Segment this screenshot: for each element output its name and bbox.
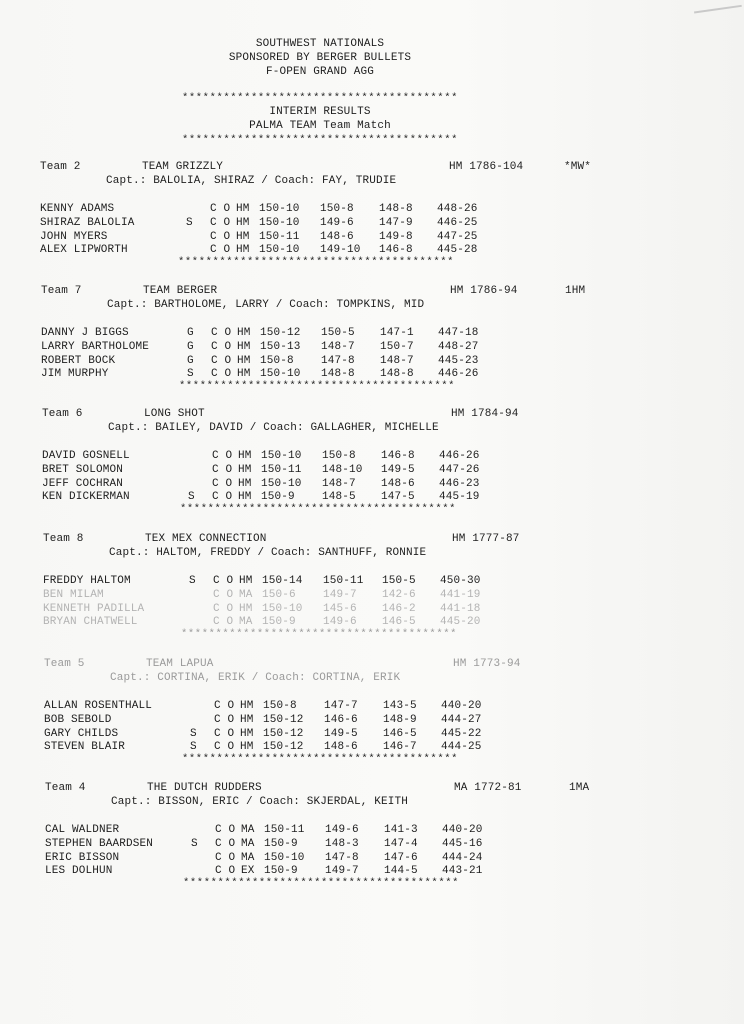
member-score-stage3: 143-5	[383, 700, 417, 712]
member-co: C O	[215, 865, 236, 878]
team-captain-coach: Capt.: BISSON, ERIC / Coach: SKJERDAL, KEITH	[111, 796, 409, 808]
member-score-stage1: 150-10	[260, 368, 301, 381]
team-name: TEAM BERGER	[143, 285, 218, 297]
team-aggregate-score: HM 1786-104	[449, 161, 524, 173]
member-score-stage2: 148-5	[322, 491, 356, 504]
member-score-stage1: 150-12	[263, 727, 304, 740]
member-score-stage3: 148-9	[383, 713, 417, 726]
team-captain-coach: Capt.: CORTINA, ERIK / Coach: CORTINA, ERIK	[110, 672, 401, 684]
member-mark: S	[190, 741, 197, 754]
member-class: MA	[239, 588, 253, 601]
member-name: DANNY J BIGGS	[41, 327, 129, 339]
member-class: HM	[237, 354, 251, 367]
header-event-title: SOUTHWEST NATIONALS	[255, 38, 385, 50]
member-score-stage3: 144-5	[384, 865, 418, 878]
member-co: C O	[213, 575, 234, 587]
member-co: C O	[211, 368, 232, 381]
member-score-stage1: 150-11	[261, 463, 302, 476]
member-co: C O	[214, 741, 235, 754]
member-score-stage1: 150-10	[264, 851, 305, 864]
member-score-stage1: 150-8	[260, 354, 294, 367]
member-score-stage3: 147-6	[384, 851, 418, 864]
page-corner-mark	[694, 5, 744, 43]
team-captain-coach: Capt.: HALTOM, FREDDY / Coach: SANTHUFF, RONNIE	[109, 547, 427, 559]
member-name: JOHN MYERS	[40, 230, 108, 243]
member-class: HM	[237, 327, 251, 339]
member-co: C O	[212, 491, 233, 504]
member-name: BEN MILAM	[43, 588, 104, 601]
member-score-stage3: 149-5	[381, 463, 415, 476]
member-class: HM	[238, 450, 252, 462]
member-class: HM	[239, 575, 253, 587]
member-class: HM	[237, 368, 251, 381]
member-total: 441-18	[440, 602, 481, 615]
member-score-stage2: 150-8	[322, 450, 356, 462]
member-score-stage3: 147-9	[379, 216, 413, 229]
member-class: MA	[241, 851, 255, 864]
member-class: HM	[240, 727, 254, 740]
member-score-stage2: 148-7	[321, 340, 355, 353]
member-score-stage2: 148-8	[321, 368, 355, 381]
member-total: 447-18	[438, 327, 479, 339]
member-name: GARY CHILDS	[44, 727, 119, 740]
member-score-stage3: 141-3	[384, 824, 418, 836]
member-score-stage1: 150-14	[262, 575, 303, 587]
member-total: 444-24	[442, 851, 483, 864]
member-class: HM	[240, 700, 254, 712]
member-name: STEVEN BLAIR	[44, 741, 126, 754]
member-score-stage1: 150-12	[263, 713, 304, 726]
member-name: JIM MURPHY	[41, 368, 109, 381]
member-score-stage2: 148-7	[322, 477, 356, 490]
member-name: DAVID GOSNELL	[42, 450, 130, 462]
team-separator: ****************************************	[181, 628, 458, 641]
header-aggregate: F-OPEN GRAND AGG	[265, 66, 375, 78]
member-name: SHIRAZ BALOLIA	[40, 216, 135, 229]
member-name: LES DOLHUN	[45, 865, 113, 878]
member-score-stage1: 150-9	[262, 616, 296, 629]
member-co: C O	[215, 837, 236, 850]
member-total: 450-30	[440, 575, 481, 587]
member-score-stage2: 150-11	[323, 575, 364, 587]
member-name: CAL WALDNER	[45, 824, 120, 836]
member-co: C O	[214, 713, 235, 726]
team-aggregate-score: HM 1773-94	[453, 658, 521, 670]
member-co: C O	[213, 602, 234, 615]
member-total: 445-19	[439, 491, 480, 504]
member-total: 446-23	[439, 477, 480, 490]
member-name: JEFF COCHRAN	[42, 477, 124, 490]
member-score-stage3: 148-7	[380, 354, 414, 367]
member-co: C O	[210, 244, 231, 257]
header-sponsor: SPONSORED BY BERGER BULLETS	[228, 52, 412, 64]
team-name: TEAM GRIZZLY	[142, 161, 224, 173]
team-award-badge: *MW*	[564, 161, 592, 173]
member-class: HM	[238, 491, 252, 504]
member-name: ALLAN ROSENTHALL	[44, 700, 153, 712]
member-class: MA	[241, 824, 255, 836]
member-name: ALEX LIPWORTH	[40, 244, 128, 257]
member-co: C O	[211, 340, 232, 353]
member-co: C O	[212, 463, 233, 476]
member-score-stage2: 149-10	[320, 244, 361, 257]
member-co: C O	[210, 203, 231, 215]
member-class: MA	[239, 616, 253, 629]
member-total: 446-26	[439, 450, 480, 462]
member-class: HM	[236, 216, 250, 229]
member-score-stage1: 150-10	[262, 602, 303, 615]
member-score-stage1: 150-11	[259, 230, 300, 243]
member-class: HM	[240, 741, 254, 754]
team-captain-coach: Capt.: BARTHOLOME, LARRY / Coach: TOMPKINS, MID	[107, 299, 425, 311]
member-co: C O	[211, 327, 232, 339]
banner-stars-bottom: ****************************************	[181, 134, 459, 146]
member-mark: S	[190, 727, 197, 740]
team-name: TEX MEX CONNECTION	[145, 533, 267, 545]
member-total: 446-26	[438, 368, 479, 381]
member-total: 445-16	[442, 837, 483, 850]
member-score-stage1: 150-13	[260, 340, 301, 353]
member-score-stage2: 145-6	[323, 602, 357, 615]
member-total: 445-22	[441, 727, 482, 740]
member-score-stage2: 150-5	[321, 327, 355, 339]
member-score-stage1: 150-8	[263, 700, 297, 712]
member-score-stage2: 149-6	[325, 824, 359, 836]
member-score-stage1: 150-12	[260, 327, 301, 339]
team-captain-coach: Capt.: BAILEY, DAVID / Coach: GALLAGHER, MICHELLE	[108, 422, 439, 434]
member-co: C O	[212, 450, 233, 462]
member-score-stage3: 146-5	[383, 727, 417, 740]
member-name: STEPHEN BAARDSEN	[45, 837, 154, 850]
member-score-stage2: 147-8	[325, 851, 359, 864]
member-score-stage2: 148-6	[320, 230, 354, 243]
member-mark: S	[191, 837, 198, 850]
member-co: C O	[214, 700, 235, 712]
member-name: KENNY ADAMS	[40, 203, 115, 215]
team-aggregate-score: MA 1772-81	[454, 782, 522, 794]
team-number: Team 7	[41, 285, 82, 297]
member-score-stage2: 146-6	[324, 713, 358, 726]
team-name: TEAM LAPUA	[146, 658, 214, 670]
member-mark: G	[187, 340, 194, 353]
member-score-stage1: 150-6	[262, 588, 296, 601]
member-co: C O	[210, 230, 231, 243]
member-score-stage1: 150-9	[264, 837, 298, 850]
member-score-stage1: 150-10	[259, 203, 300, 215]
member-score-stage2: 148-6	[324, 741, 358, 754]
member-score-stage1: 150-12	[263, 741, 304, 754]
member-score-stage1: 150-11	[264, 824, 305, 836]
member-mark: S	[187, 368, 194, 381]
member-class: HM	[240, 713, 254, 726]
member-total: 444-25	[441, 741, 482, 754]
member-total: 445-23	[438, 354, 479, 367]
member-class: HM	[236, 203, 250, 215]
member-total: 445-20	[440, 616, 481, 629]
member-score-stage2: 149-6	[323, 616, 357, 629]
member-score-stage3: 146-7	[383, 741, 417, 754]
member-total: 447-26	[439, 463, 480, 476]
member-name: BRET SOLOMON	[42, 463, 124, 476]
member-score-stage2: 149-7	[323, 588, 357, 601]
team-separator: ****************************************	[182, 753, 459, 766]
team-number: Team 2	[40, 161, 81, 173]
member-co: C O	[212, 477, 233, 490]
member-score-stage1: 150-9	[261, 491, 295, 504]
member-score-stage3: 147-5	[381, 491, 415, 504]
member-score-stage3: 146-5	[382, 616, 416, 629]
member-score-stage3: 149-8	[379, 230, 413, 243]
banner-title: INTERIM RESULTS	[269, 106, 371, 118]
member-mark: G	[187, 327, 194, 339]
member-co: C O	[211, 354, 232, 367]
member-score-stage1: 150-10	[261, 477, 302, 490]
member-mark: S	[188, 491, 195, 504]
member-score-stage3: 150-5	[382, 575, 416, 587]
member-name: BOB SEBOLD	[44, 713, 112, 726]
member-score-stage2: 148-10	[322, 463, 363, 476]
team-captain-coach: Capt.: BALOLIA, SHIRAZ / Coach: FAY, TRUDIE	[106, 175, 397, 187]
member-total: 443-21	[442, 865, 483, 878]
team-award-badge: 1HM	[565, 285, 586, 297]
member-name: KEN DICKERMAN	[42, 491, 130, 504]
member-class: HM	[239, 602, 253, 615]
team-number: Team 6	[42, 408, 83, 420]
team-award-badge: 1MA	[569, 782, 590, 794]
member-total: 448-27	[438, 340, 479, 353]
member-total: 448-26	[437, 203, 478, 215]
member-total: 440-20	[441, 700, 482, 712]
member-score-stage2: 147-7	[324, 700, 358, 712]
team-separator: ****************************************	[179, 380, 456, 393]
member-total: 444-27	[441, 713, 482, 726]
member-score-stage2: 149-6	[320, 216, 354, 229]
member-score-stage1: 150-10	[261, 450, 302, 462]
member-mark: S	[186, 216, 193, 229]
member-total: 445-28	[437, 244, 478, 257]
member-score-stage3: 146-8	[381, 450, 415, 462]
team-name: THE DUTCH RUDDERS	[147, 782, 262, 794]
member-score-stage3: 148-8	[379, 203, 413, 215]
member-class: HM	[237, 340, 251, 353]
member-class: MA	[241, 837, 255, 850]
member-score-stage3: 146-8	[379, 244, 413, 257]
team-number: Team 5	[44, 658, 85, 670]
team-number: Team 8	[43, 533, 84, 545]
member-score-stage1: 150-10	[259, 244, 300, 257]
member-co: C O	[213, 588, 234, 601]
banner-subtitle: PALMA TEAM Team Match	[249, 120, 391, 132]
member-total: 440-20	[442, 824, 483, 836]
member-total: 446-25	[437, 216, 478, 229]
banner-stars-top: ****************************************	[181, 92, 459, 104]
member-class: HM	[236, 230, 250, 243]
member-class: HM	[238, 463, 252, 476]
member-name: KENNETH PADILLA	[43, 602, 145, 615]
member-score-stage2: 147-8	[321, 354, 355, 367]
member-class: HM	[238, 477, 252, 490]
member-co: C O	[215, 851, 236, 864]
team-separator: ****************************************	[178, 256, 455, 269]
member-class: EX	[241, 865, 255, 878]
member-co: C O	[214, 727, 235, 740]
team-aggregate-score: HM 1784-94	[451, 408, 519, 420]
member-score-stage3: 148-8	[380, 368, 414, 381]
member-name: ROBERT BOCK	[41, 354, 116, 367]
member-score-stage2: 149-7	[325, 865, 359, 878]
member-mark: G	[187, 354, 194, 367]
member-co: C O	[215, 824, 236, 836]
member-total: 447-25	[437, 230, 478, 243]
team-number: Team 4	[45, 782, 86, 794]
member-name: FREDDY HALTOM	[43, 575, 131, 587]
member-name: BRYAN CHATWELL	[43, 616, 138, 629]
team-aggregate-score: HM 1786-94	[450, 285, 518, 297]
member-score-stage1: 150-10	[259, 216, 300, 229]
member-score-stage3: 146-2	[382, 602, 416, 615]
member-co: C O	[213, 616, 234, 629]
member-score-stage2: 149-5	[324, 727, 358, 740]
member-co: C O	[210, 216, 231, 229]
member-score-stage3: 148-6	[381, 477, 415, 490]
member-score-stage3: 142-6	[382, 588, 416, 601]
member-name: LARRY BARTHOLOME	[41, 340, 150, 353]
member-class: HM	[236, 244, 250, 257]
team-separator: ****************************************	[183, 877, 460, 890]
member-name: ERIC BISSON	[45, 851, 120, 864]
member-score-stage2: 148-3	[325, 837, 359, 850]
team-aggregate-score: HM 1777-87	[452, 533, 520, 545]
member-total: 441-19	[440, 588, 481, 601]
member-score-stage3: 147-4	[384, 837, 418, 850]
member-mark: S	[189, 575, 196, 587]
team-separator: ****************************************	[180, 503, 457, 516]
member-score-stage2: 150-8	[320, 203, 354, 215]
member-score-stage3: 150-7	[380, 340, 414, 353]
member-score-stage3: 147-1	[380, 327, 414, 339]
member-score-stage1: 150-9	[264, 865, 298, 878]
team-name: LONG SHOT	[144, 408, 205, 420]
